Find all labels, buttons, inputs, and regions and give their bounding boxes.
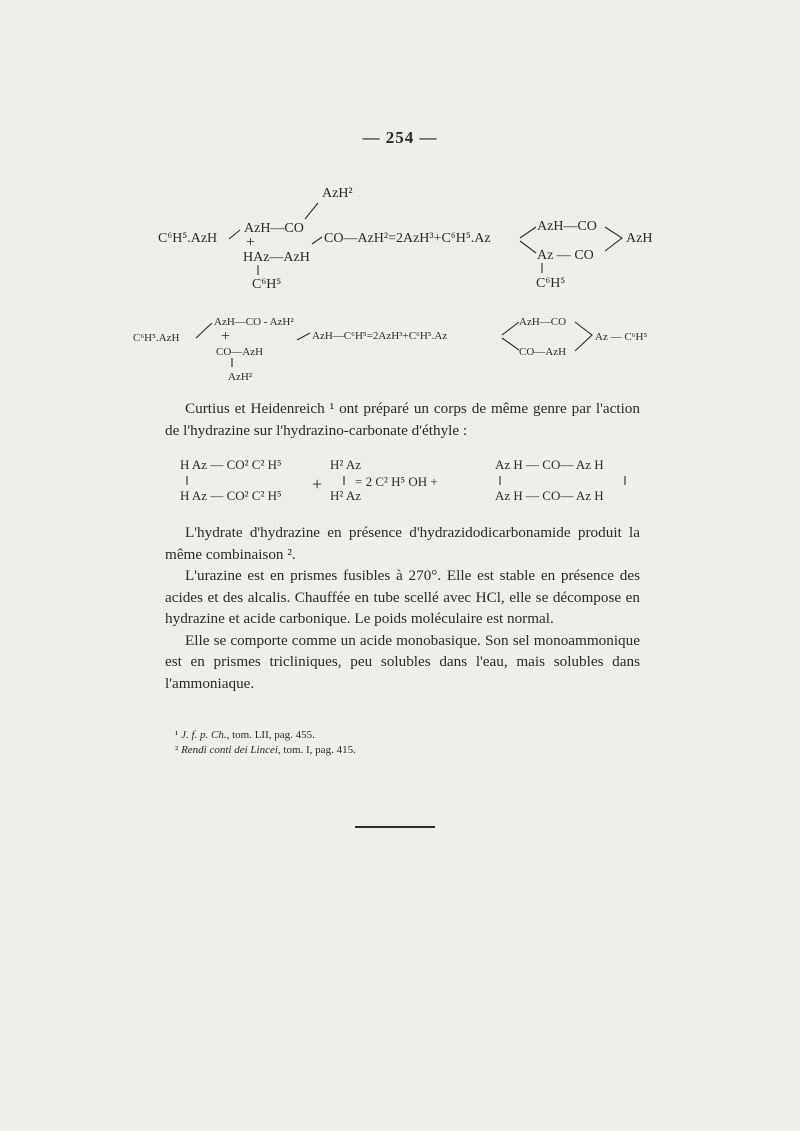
formula-3 — [0, 452, 800, 512]
f1-upper-chain: AzH—CO — [244, 221, 304, 236]
paragraph-1: Curtius et Heidenreich ¹ ont préparé un corps de même genre par l'action de l'hydrazine sur l'hydrazino-carbonate d'éthyle : — [165, 400, 640, 439]
formula-2 — [0, 305, 800, 390]
f1-reaction: CO—AzH²=2AzH³+C⁶H⁵.Az — [324, 231, 491, 246]
footnote-1-source: J. f. p. Ch. — [181, 729, 227, 741]
f3-equals-part: = 2 C² H⁵ OH + — [355, 474, 438, 489]
f3-bottom-left: H Az — CO² C² H⁵ — [180, 488, 282, 503]
f1-ring-right: AzH — [626, 231, 653, 246]
footnote-2 — [175, 743, 595, 758]
f1-top-group: AzH² — [322, 186, 353, 201]
paragraph-2: L'hydrate d'hydrazine en présence d'hydrazidodicarbonamide produit la même combinaison ². — [165, 524, 640, 563]
f1-lower-chain: HAz—AzH — [243, 250, 310, 265]
f2-ring-bottom: CO—AzH — [519, 346, 567, 358]
f3-top-left: H Az — CO² C² H⁵ — [180, 457, 282, 472]
f1-plus: + — [246, 234, 256, 251]
end-rule — [355, 826, 435, 828]
f2-lower-chain: CO—AzH — [216, 346, 264, 358]
footnote-2-source: Rendi conti dei Lincei — [181, 744, 278, 756]
f1-left-reagent: C⁶H⁵.AzH — [158, 231, 218, 246]
footnote-1-detail: , tom. LII, pag. 455. — [226, 729, 315, 741]
footnote-2-detail: , tom. I, pag. 415. — [277, 744, 356, 756]
f1-sub-group: C⁶H⁵ — [252, 277, 282, 292]
formula-1 — [0, 175, 800, 295]
f1-ring-top: AzH—CO — [537, 219, 597, 234]
f3-hydrazine-bottom: H² Az — [330, 488, 361, 503]
f3-hydrazine-top: H² Az — [330, 457, 361, 472]
footnote-1-mark: ¹ — [175, 729, 179, 741]
footnote-1 — [175, 728, 595, 743]
footnotes — [175, 728, 595, 758]
page-number: — 254 — — [362, 128, 438, 147]
paragraph-4: Elle se comporte comme un acide monobasique. Son sel monoammonique est en prismes tricliniques, peu solubles dans l'eau, mais solubles dans l'ammoniaque. — [165, 631, 640, 692]
f2-reaction: AzH—C⁶H⁵=2AzH³+C⁶H⁵.Az — [312, 330, 448, 342]
body-text — [165, 522, 640, 694]
f2-upper-chain: AzH—CO - AzH² — [214, 316, 294, 328]
f3-bottom-right: Az H — CO— Az H — [495, 488, 604, 503]
f2-plus: + — [221, 328, 231, 345]
f3-top-right: Az H — CO— Az H — [495, 457, 604, 472]
f2-left-reagent: C⁶H⁵.AzH — [133, 332, 180, 344]
f2-ring-right: Az — C⁶H⁵ — [595, 331, 648, 343]
f1-ring-sub: C⁶H⁵ — [536, 276, 566, 291]
f1-ring-bottom: Az — CO — [537, 248, 594, 263]
f3-plus: + — [312, 474, 323, 494]
f2-ring-top: AzH—CO — [519, 316, 567, 328]
paragraph-curtius — [165, 398, 640, 441]
paragraph-3: L'urazine est en prismes fusibles à 270°. Elle est stable en présence des acides et des alcalis. Chauffée en tube scellé avec HCl, elle se décompose en hydrazine et acide carbonique. Le poids moléculaire est normal. — [165, 567, 640, 627]
f2-sub-group: AzH² — [228, 371, 253, 383]
footnote-2-mark: ² — [175, 744, 179, 756]
